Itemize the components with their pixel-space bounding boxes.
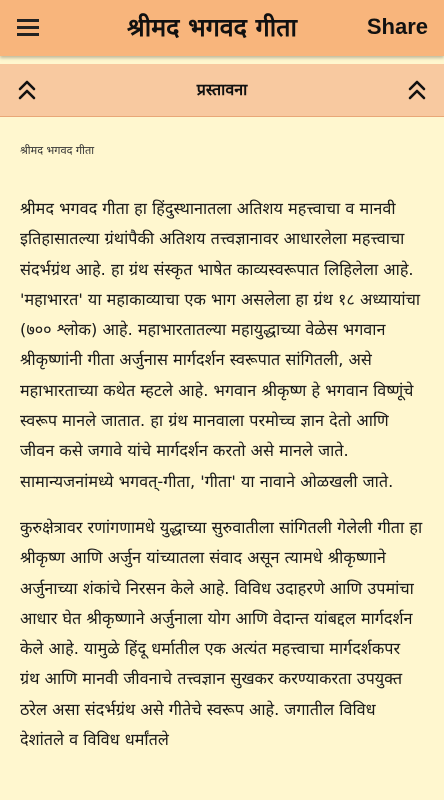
content-paragraph: श्रीमद भगवद गीता हा हिंदुस्थानातला अतिशय महत्त्वाचा व मानवी इतिहासातल्या ग्रंथांपैकी अतिशय तत्त्वज्ञानावर आधारलेला महत्त्वाचा संदर्भग्रंथ आहे. हा ग्रंथ संस्कृत भाषेत काव्यस्वरूपात लिहिलेला आहे. 'महाभारत' या महाकाव्याचा एक भाग असलेला हा ग्रंथ १८ अध्यायांचा (७०० श्लोक) आहे. महाभारतातल्या महायुद्धाच्या वेळेस भगवान श्रीकृष्णांनी गीता अर्जुनास मार्गदर्शन स्वरूपात सांगितली, असे महाभारताच्या कथेत म्हटले आहे. भगवान श्रीकृष्ण हे भगवान विष्णूंचे स्वरूप मानले जातात. हा ग्रंथ मानवाला परमोच्च ज्ञान देतो आणि जीवन कसे जगावे यांचे मार्गदर्शन करतो असे मानले जाते. सामान्यजनांमध्ये भगवत्-गीता, 'गीता' या नावाने ओळखली जाते.: [20, 199, 421, 491]
next-chapter-button[interactable]: [405, 78, 429, 102]
app-title: श्रीमद भगवद गीता: [127, 13, 297, 42]
double-chevron-up-icon: [15, 78, 39, 102]
chapter-content[interactable]: [0, 117, 444, 800]
content-heading: श्रीमद भगवद गीता: [20, 144, 95, 157]
chapter-title: प्रस्तावना: [196, 80, 248, 99]
double-chevron-up-icon: [405, 78, 429, 102]
share-button[interactable]: Share: [366, 14, 428, 39]
hamburger-menu-icon[interactable]: [17, 19, 39, 37]
previous-chapter-button[interactable]: [15, 78, 39, 102]
chapter-navigation-bar: [0, 64, 444, 117]
app-bar: [0, 0, 444, 56]
content-paragraph: कुरुक्षेत्रावर रणांगणामधे युद्धाच्या सुरुवातीला सांगितली गेलेली गीता हा श्रीकृष्ण आणि अर्जुन यांच्यातला संवाद असून त्यामधे श्रीकृष्णाने अर्जुनाच्या शंकांचे निरसन केले आहे. विविध उदाहरणे आणि उपमांचा आधार घेत श्रीकृष्णाने अर्जुनाला योग आणि वेदान्त यांबद्दल मार्गदर्शन केले आहे. यामुळे हिंदू धर्मातील एक अत्यंत महत्त्वाचा मार्गदर्शकपर ग्रंथ आणि मानवी जीवनाचे तत्त्वज्ञान सुखकर करण्याकरता उपयुक्त ठरेल असा संदर्भग्रंथ असे गीतेचे स्वरूप आहे. जगातील विविध देशांतले व विविध धर्मांतले: [20, 517, 423, 750]
